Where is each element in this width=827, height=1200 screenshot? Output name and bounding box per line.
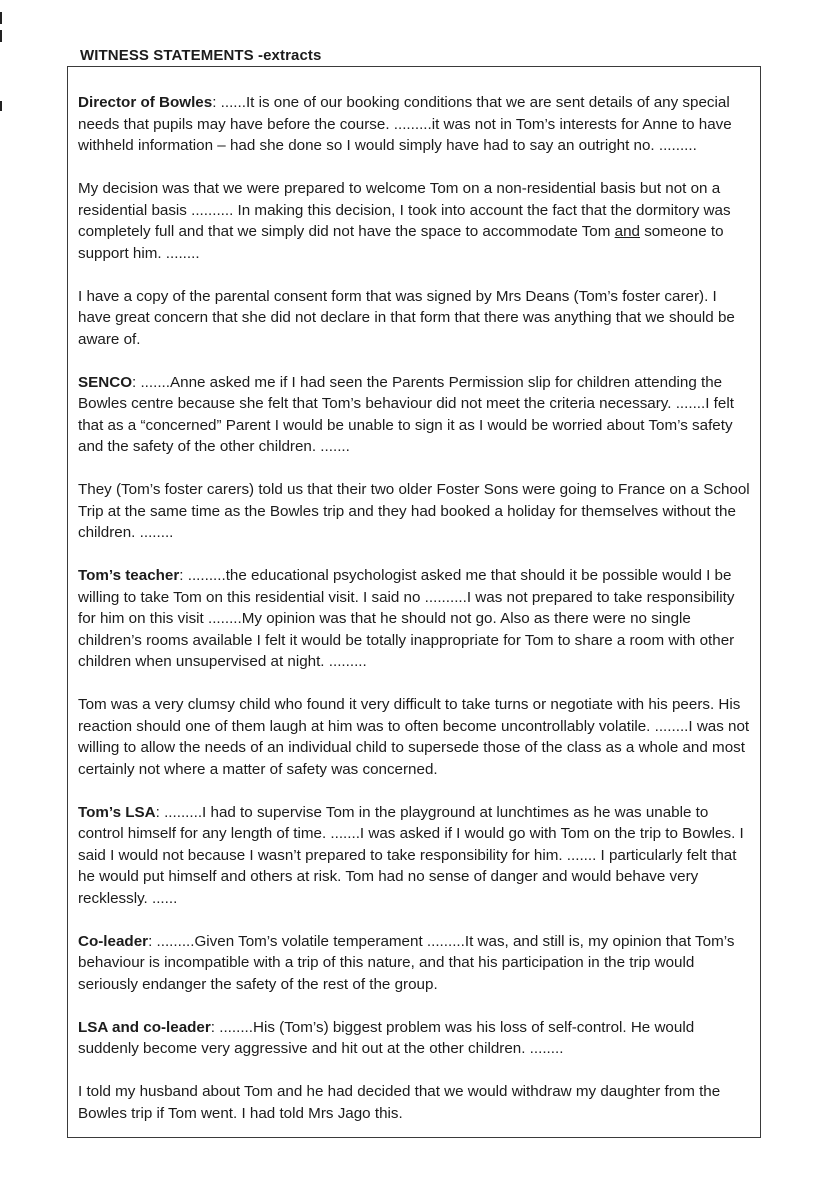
underlined-word: and <box>614 223 640 240</box>
document-heading: WITNESS STATEMENTS -extracts <box>80 47 322 64</box>
speaker-label: Co-leader <box>78 932 149 950</box>
speaker-label: LSA and co-leader <box>78 1018 211 1036</box>
statement-senco <box>78 372 750 458</box>
statement-lsa-co-leader-withdraw <box>78 1081 750 1124</box>
statement-senco-foster <box>78 479 750 544</box>
statement-text: They (Tom’s foster carers) told us that their two older Foster Sons were going to France on a School Trip at the same time as the Bowles trip and they had booked a holiday for themselves without the children. ........ <box>78 481 750 541</box>
speaker-label: SENCO <box>78 373 133 391</box>
statement-text: : ........His (Tom’s) biggest problem was his loss of self-control. He would suddenly become very aggressive and hit out at the other children. ........ <box>78 1018 695 1057</box>
scan-edge-mark-3 <box>0 101 2 111</box>
scan-edge-mark-1 <box>0 12 2 24</box>
statement-text: : ......It is one of our booking conditions that we are sent details of any special needs that pupils may have before the course. .........it was not in Tom’s interests for Anne to have withheld information – had she done so I would simply have had to say an outright no. ......... <box>78 94 732 154</box>
statement-director-decision <box>78 178 750 264</box>
statement-director <box>78 92 750 157</box>
statement-text: : .......Anne asked me if I had seen the Parents Permission slip for children attending the Bowles centre because she felt that Tom’s behaviour did not meet the criteria necessary. .......I felt that as a “concerned” Parent I would be unable to sign it as I would be worried about Tom’s safety and the safety of the other children. ....... <box>78 373 734 455</box>
speaker-label: Director of Bowles <box>78 94 213 111</box>
statement-text: I have a copy of the parental consent form that was signed by Mrs Deans (Tom’s foster carer). I have great concern that she did not declare in that form that there was anything that we should be aware of. <box>78 287 735 348</box>
statement-text: My decision was that we were prepared to welcome Tom on a non-residential basis but not on a residential basis .......... In making this decision, I took into account the fact that the dormitory was completely full and that we simply did not have the space to accommodate Tom <box>78 180 731 240</box>
statement-text: : .........the educational psychologist asked me that should it be possible would I be willing to take Tom on this residential visit. I said no ..........I was not prepared to take responsibility for him on this visit ........My opinion was that he should not go. Also as there were no single children’s rooms available I felt it would be totally inappropriate for Tom to share a room with other children when unsupervised at night. ......... <box>78 567 735 670</box>
statement-lsa-co-leader <box>78 1017 750 1060</box>
statement-teacher <box>78 565 750 673</box>
statements-body <box>78 92 750 1146</box>
speaker-label: Tom’s teacher <box>78 567 180 584</box>
statement-text: someone to support him. ........ <box>78 223 724 262</box>
statement-text: : .........I had to supervise Tom in the playground at lunchtimes as he was unable to control himself for any length of time. .......I was asked if I would go with Tom on the trip to Bowles. I said I would not because I wasn’t prepared to take responsibility for him. ....... I particularly felt that he would put himself and others at risk. Tom had no sense of danger and would behave very recklessly. ...... <box>78 803 744 907</box>
statement-director-consent <box>78 286 750 351</box>
statement-text: : .........Given Tom’s volatile temperament .........It was, and still is, my opinion that Tom’s behaviour is incompatible with a trip of this nature, and that his participation in the trip would seriously endanger the safety of the rest of the group. <box>78 932 735 993</box>
statement-co-leader <box>78 931 750 996</box>
scan-edge-mark-2 <box>0 30 2 42</box>
statement-text: I told my husband about Tom and he had decided that we would withdraw my daughter from the Bowles trip if Tom went. I had told Mrs Jago this. <box>78 1083 721 1122</box>
speaker-label: Tom’s LSA <box>78 803 156 821</box>
statement-lsa <box>78 802 750 910</box>
statement-teacher-behaviour <box>78 694 750 780</box>
statement-text: Tom was a very clumsy child who found it very difficult to take turns or negotiate with his peers. His reaction should one of them laugh at him was to often become uncontrollably volatile. ........I was not willing to allow the needs of an individual child to supersede those of the class as a whole and most certainly not where a matter of safety was concerned. <box>78 696 750 778</box>
